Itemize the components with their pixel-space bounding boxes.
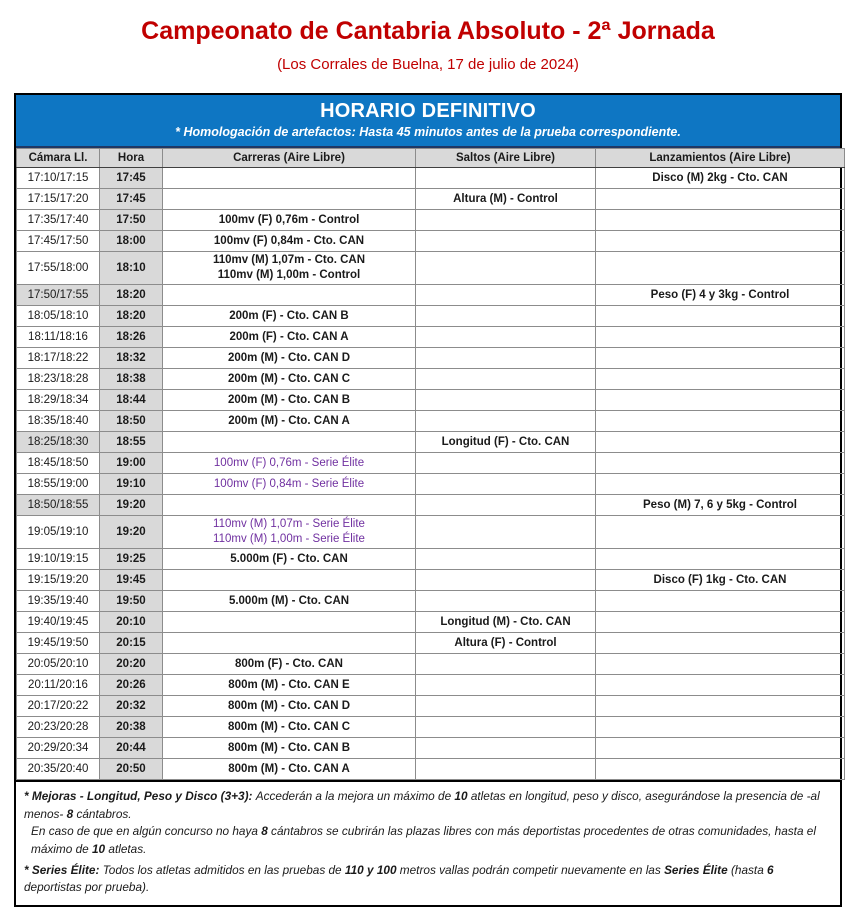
lanzamientos-event-cell: [596, 306, 845, 327]
camera-call-cell: 18:17/18:22: [17, 348, 100, 369]
footnote-text: 6: [767, 862, 774, 877]
lanzamientos-event-cell: [596, 738, 845, 759]
start-time-cell: 18:50: [100, 411, 163, 432]
carreras-event-cell: [163, 549, 416, 570]
saltos-event-cell: [416, 327, 596, 348]
footnote: [24, 788, 832, 859]
event-label: Longitud (F) - Cto. CAN: [441, 435, 570, 448]
saltos-event-cell: [416, 570, 596, 591]
saltos-event-cell: [416, 252, 596, 285]
lanzamientos-event-cell: [596, 654, 845, 675]
footnote-text: Accederán a la mejora un máximo de: [255, 789, 455, 803]
col-header-lanzamientos: Lanzamientos (Aire Libre): [596, 149, 845, 168]
saltos-event-cell: [416, 453, 596, 474]
carreras-event-cell: [163, 285, 416, 306]
camera-call-cell: 18:29/18:34: [17, 390, 100, 411]
start-time-cell: 20:15: [100, 633, 163, 654]
schedule-table: [14, 93, 842, 907]
event-label: 800m (M) - Cto. CAN E: [228, 678, 350, 691]
start-time-cell: 20:38: [100, 717, 163, 738]
schedule-row: [17, 189, 845, 210]
camera-call-cell: 18:45/18:50: [17, 453, 100, 474]
event-label: 200m (F) - Cto. CAN A: [229, 330, 349, 343]
start-time-cell: 18:55: [100, 432, 163, 453]
footnote-text: cántabros se cubrirán las plazas libres con más deportistas procedentes de otras comunidades, hasta el máximo de: [31, 824, 816, 857]
event-label: 200m (M) - Cto. CAN D: [227, 351, 351, 364]
event-label: 100mv (F) 0,84m - Cto. CAN: [213, 234, 365, 247]
start-time-cell: 20:20: [100, 654, 163, 675]
event-label: Altura (M) - Control: [453, 192, 558, 205]
event-label: 110mv (M) 1,00m - Serie Élite: [213, 533, 365, 545]
footnote-text: atletas.: [105, 842, 147, 857]
camera-call-cell: 18:23/18:28: [17, 369, 100, 390]
schedule-row: [17, 516, 845, 549]
schedule-body: [17, 168, 845, 780]
footnotes-section: [16, 780, 840, 905]
camera-call-cell: 18:50/18:55: [17, 495, 100, 516]
lanzamientos-event-cell: [596, 432, 845, 453]
schedule-row: [17, 231, 845, 252]
lanzamientos-event-cell: [596, 759, 845, 780]
schedule-row: [17, 252, 845, 285]
start-time-cell: 19:45: [100, 570, 163, 591]
schedule-row: [17, 738, 845, 759]
lanzamientos-event-cell: [596, 696, 845, 717]
carreras-event-cell: [163, 369, 416, 390]
schedule-row: [17, 549, 845, 570]
footnote-text: cántabros.: [73, 806, 132, 821]
banner-title: HORARIO DEFINITIVO: [320, 100, 536, 122]
lanzamientos-event-cell: [596, 411, 845, 432]
start-time-cell: 19:20: [100, 516, 163, 549]
event-label: 5.000m (F) - Cto. CAN: [230, 552, 348, 565]
schedule-row: [17, 348, 845, 369]
carreras-event-cell: [163, 675, 416, 696]
footnote-text: Series Élite: [664, 862, 728, 877]
camera-call-cell: 18:55/19:00: [17, 474, 100, 495]
schedule-row: [17, 570, 845, 591]
carreras-event-cell: [163, 348, 416, 369]
col-header-hora: Hora: [100, 149, 163, 168]
carreras-event-cell: [163, 390, 416, 411]
event-label: 800m (M) - Cto. CAN D: [227, 699, 351, 712]
start-time-cell: 19:10: [100, 474, 163, 495]
camera-call-cell: 20:11/20:16: [17, 675, 100, 696]
event-label: 200m (M) - Cto. CAN A: [228, 414, 350, 427]
footnote-text: deportistas por prueba).: [24, 880, 150, 895]
footnote-text: * Series Élite:: [24, 862, 103, 877]
event-label: 200m (F) - Cto. CAN B: [229, 309, 349, 322]
schedule-grid: [16, 148, 845, 780]
event-label: 200m (M) - Cto. CAN B: [227, 393, 351, 406]
schedule-row: [17, 654, 845, 675]
camera-call-cell: 19:45/19:50: [17, 633, 100, 654]
saltos-event-cell: [416, 210, 596, 231]
lanzamientos-event-cell: [596, 612, 845, 633]
table-banner: [16, 95, 840, 148]
start-time-cell: 19:20: [100, 495, 163, 516]
event-label: 200m (M) - Cto. CAN C: [227, 372, 351, 385]
footnote-text: 10: [91, 842, 106, 857]
lanzamientos-event-cell: [596, 516, 845, 549]
saltos-event-cell: [416, 231, 596, 252]
carreras-event-cell: [163, 411, 416, 432]
saltos-event-cell: [416, 759, 596, 780]
camera-call-cell: 19:40/19:45: [17, 612, 100, 633]
camera-call-cell: 18:25/18:30: [17, 432, 100, 453]
camera-call-cell: 17:35/17:40: [17, 210, 100, 231]
start-time-cell: 20:10: [100, 612, 163, 633]
carreras-event-cell: [163, 738, 416, 759]
saltos-event-cell: [416, 549, 596, 570]
start-time-cell: 18:38: [100, 369, 163, 390]
lanzamientos-event-cell: [596, 717, 845, 738]
event-label: Disco (F) 1kg - Cto. CAN: [653, 573, 787, 586]
start-time-cell: 20:26: [100, 675, 163, 696]
start-time-cell: 18:26: [100, 327, 163, 348]
camera-call-cell: 20:35/20:40: [17, 759, 100, 780]
page-title: Campeonato de Cantabria Absoluto - 2ª Jornada: [141, 17, 715, 45]
saltos-event-cell: [416, 738, 596, 759]
carreras-event-cell: [163, 306, 416, 327]
event-label: 800m (M) - Cto. CAN C: [227, 720, 351, 733]
carreras-event-cell: [163, 432, 416, 453]
camera-call-cell: 19:05/19:10: [17, 516, 100, 549]
lanzamientos-event-cell: [596, 570, 845, 591]
lanzamientos-event-cell: [596, 189, 845, 210]
start-time-cell: 19:25: [100, 549, 163, 570]
camera-call-cell: 19:15/19:20: [17, 570, 100, 591]
saltos-event-cell: [416, 654, 596, 675]
event-label: Disco (M) 2kg - Cto. CAN: [652, 171, 788, 184]
saltos-event-cell: [416, 369, 596, 390]
event-label: 800m (M) - Cto. CAN A: [228, 762, 350, 775]
carreras-event-cell: [163, 654, 416, 675]
lanzamientos-event-cell: [596, 633, 845, 654]
footnote-text: * Mejoras - Longitud, Peso y Disco (3+3):: [24, 789, 256, 803]
footnote-text: (hasta: [727, 862, 768, 877]
event-label: 110mv (M) 1,00m - Control: [217, 269, 361, 281]
carreras-event-cell: [163, 231, 416, 252]
lanzamientos-event-cell: [596, 675, 845, 696]
event-label: 100mv (F) 0,76m - Control: [218, 213, 360, 226]
saltos-event-cell: [416, 633, 596, 654]
schedule-row: [17, 675, 845, 696]
lanzamientos-event-cell: [596, 390, 845, 411]
saltos-event-cell: [416, 474, 596, 495]
start-time-cell: 17:50: [100, 210, 163, 231]
camera-call-cell: 17:10/17:15: [17, 168, 100, 189]
schedule-row: [17, 285, 845, 306]
schedule-row: [17, 591, 845, 612]
saltos-event-cell: [416, 168, 596, 189]
schedule-row: [17, 390, 845, 411]
start-time-cell: 18:44: [100, 390, 163, 411]
start-time-cell: 20:44: [100, 738, 163, 759]
footnote: [24, 862, 832, 897]
start-time-cell: 18:20: [100, 306, 163, 327]
col-header-carreras: Carreras (Aire Libre): [163, 149, 416, 168]
carreras-event-cell: [163, 516, 416, 549]
saltos-event-cell: [416, 411, 596, 432]
saltos-event-cell: [416, 306, 596, 327]
event-label: 5.000m (M) - Cto. CAN: [228, 594, 350, 607]
camera-call-cell: 17:45/17:50: [17, 231, 100, 252]
carreras-event-cell: [163, 717, 416, 738]
footnote-text: En caso de que en algún concurso no haya: [31, 824, 262, 839]
lanzamientos-event-cell: [596, 495, 845, 516]
footnote-text: 8: [261, 824, 268, 839]
saltos-event-cell: [416, 189, 596, 210]
col-header-camara-ll: Cámara Ll.: [17, 149, 100, 168]
footnote-line: [24, 788, 832, 823]
schedule-row: [17, 168, 845, 189]
lanzamientos-event-cell: [596, 327, 845, 348]
camera-call-cell: 17:15/17:20: [17, 189, 100, 210]
start-time-cell: 17:45: [100, 168, 163, 189]
schedule-row: [17, 432, 845, 453]
lanzamientos-event-cell: [596, 210, 845, 231]
event-label: 800m (M) - Cto. CAN B: [227, 741, 351, 754]
carreras-event-cell: [163, 759, 416, 780]
lanzamientos-event-cell: [596, 285, 845, 306]
carreras-event-cell: [163, 189, 416, 210]
carreras-event-cell: [163, 453, 416, 474]
start-time-cell: 17:45: [100, 189, 163, 210]
start-time-cell: 18:32: [100, 348, 163, 369]
footnote-text: metros vallas podrán competir nuevamente en las: [396, 862, 665, 877]
schedule-row: [17, 327, 845, 348]
camera-call-cell: 19:10/19:15: [17, 549, 100, 570]
lanzamientos-event-cell: [596, 591, 845, 612]
banner-homologation-note: * Homologación de artefactos: Hasta 45 minutos antes de la prueba correspondiente.: [175, 125, 681, 139]
saltos-event-cell: [416, 612, 596, 633]
saltos-event-cell: [416, 495, 596, 516]
lanzamientos-event-cell: [596, 231, 845, 252]
start-time-cell: 18:00: [100, 231, 163, 252]
event-label: 110mv (M) 1,07m - Cto. CAN: [212, 254, 366, 266]
camera-call-cell: 18:11/18:16: [17, 327, 100, 348]
footnote-text: 8: [66, 806, 74, 821]
schedule-row: [17, 696, 845, 717]
footnote-line: [24, 823, 832, 858]
saltos-event-cell: [416, 285, 596, 306]
schedule-row: [17, 474, 845, 495]
schedule-row: [17, 759, 845, 780]
carreras-event-cell: [163, 210, 416, 231]
lanzamientos-event-cell: [596, 168, 845, 189]
schedule-row: [17, 453, 845, 474]
carreras-event-cell: [163, 633, 416, 654]
event-label: 800m (F) - Cto. CAN: [235, 657, 343, 670]
lanzamientos-event-cell: [596, 369, 845, 390]
lanzamientos-event-cell: [596, 549, 845, 570]
saltos-event-cell: [416, 390, 596, 411]
start-time-cell: 20:32: [100, 696, 163, 717]
saltos-event-cell: [416, 432, 596, 453]
schedule-row: [17, 633, 845, 654]
saltos-event-cell: [416, 675, 596, 696]
saltos-event-cell: [416, 516, 596, 549]
camera-call-cell: 18:05/18:10: [17, 306, 100, 327]
camera-call-cell: 20:23/20:28: [17, 717, 100, 738]
footnote-text: Todos los atletas admitidos en las pruebas de: [102, 862, 345, 877]
lanzamientos-event-cell: [596, 252, 845, 285]
footnote-text: 110 y 100: [344, 862, 397, 877]
column-header-row: [17, 149, 845, 168]
footnote-line: [24, 862, 832, 897]
schedule-row: [17, 717, 845, 738]
carreras-event-cell: [163, 474, 416, 495]
schedule-row: [17, 495, 845, 516]
event-label: Longitud (M) - Cto. CAN: [440, 615, 571, 628]
saltos-event-cell: [416, 696, 596, 717]
event-label: 100mv (F) 0,76m - Serie Élite: [213, 456, 365, 469]
camera-call-cell: 17:50/17:55: [17, 285, 100, 306]
camera-call-cell: 20:17/20:22: [17, 696, 100, 717]
carreras-event-cell: [163, 168, 416, 189]
camera-call-cell: 19:35/19:40: [17, 591, 100, 612]
event-label: Altura (F) - Control: [454, 636, 557, 649]
lanzamientos-event-cell: [596, 453, 845, 474]
schedule-row: [17, 612, 845, 633]
schedule-row: [17, 210, 845, 231]
footnote-text: 10: [454, 789, 468, 803]
event-label: Peso (M) 7, 6 y 5kg - Control: [643, 498, 797, 511]
schedule-row: [17, 369, 845, 390]
event-label: 100mv (F) 0,84m - Serie Élite: [213, 477, 365, 490]
carreras-event-cell: [163, 495, 416, 516]
start-time-cell: 18:20: [100, 285, 163, 306]
camera-call-cell: 17:55/18:00: [17, 252, 100, 285]
start-time-cell: 19:50: [100, 591, 163, 612]
carreras-event-cell: [163, 252, 416, 285]
saltos-event-cell: [416, 717, 596, 738]
event-label: Peso (F) 4 y 3kg - Control: [650, 288, 790, 301]
start-time-cell: 20:50: [100, 759, 163, 780]
camera-call-cell: 20:29/20:34: [17, 738, 100, 759]
schedule-row: [17, 411, 845, 432]
carreras-event-cell: [163, 612, 416, 633]
page-header: [0, 0, 856, 73]
start-time-cell: 19:00: [100, 453, 163, 474]
saltos-event-cell: [416, 348, 596, 369]
col-header-saltos: Saltos (Aire Libre): [416, 149, 596, 168]
lanzamientos-event-cell: [596, 474, 845, 495]
carreras-event-cell: [163, 327, 416, 348]
page-subtitle: (Los Corrales de Buelna, 17 de julio de 2024): [277, 56, 579, 74]
lanzamientos-event-cell: [596, 348, 845, 369]
schedule-row: [17, 306, 845, 327]
carreras-event-cell: [163, 570, 416, 591]
start-time-cell: 18:10: [100, 252, 163, 285]
camera-call-cell: 20:05/20:10: [17, 654, 100, 675]
footnote-text: atletas en longitud, peso y disco, asegurándose la presencia de -al menos-: [24, 789, 820, 821]
carreras-event-cell: [163, 696, 416, 717]
event-label: 110mv (M) 1,07m - Serie Élite: [213, 518, 365, 530]
camera-call-cell: 18:35/18:40: [17, 411, 100, 432]
saltos-event-cell: [416, 591, 596, 612]
carreras-event-cell: [163, 591, 416, 612]
